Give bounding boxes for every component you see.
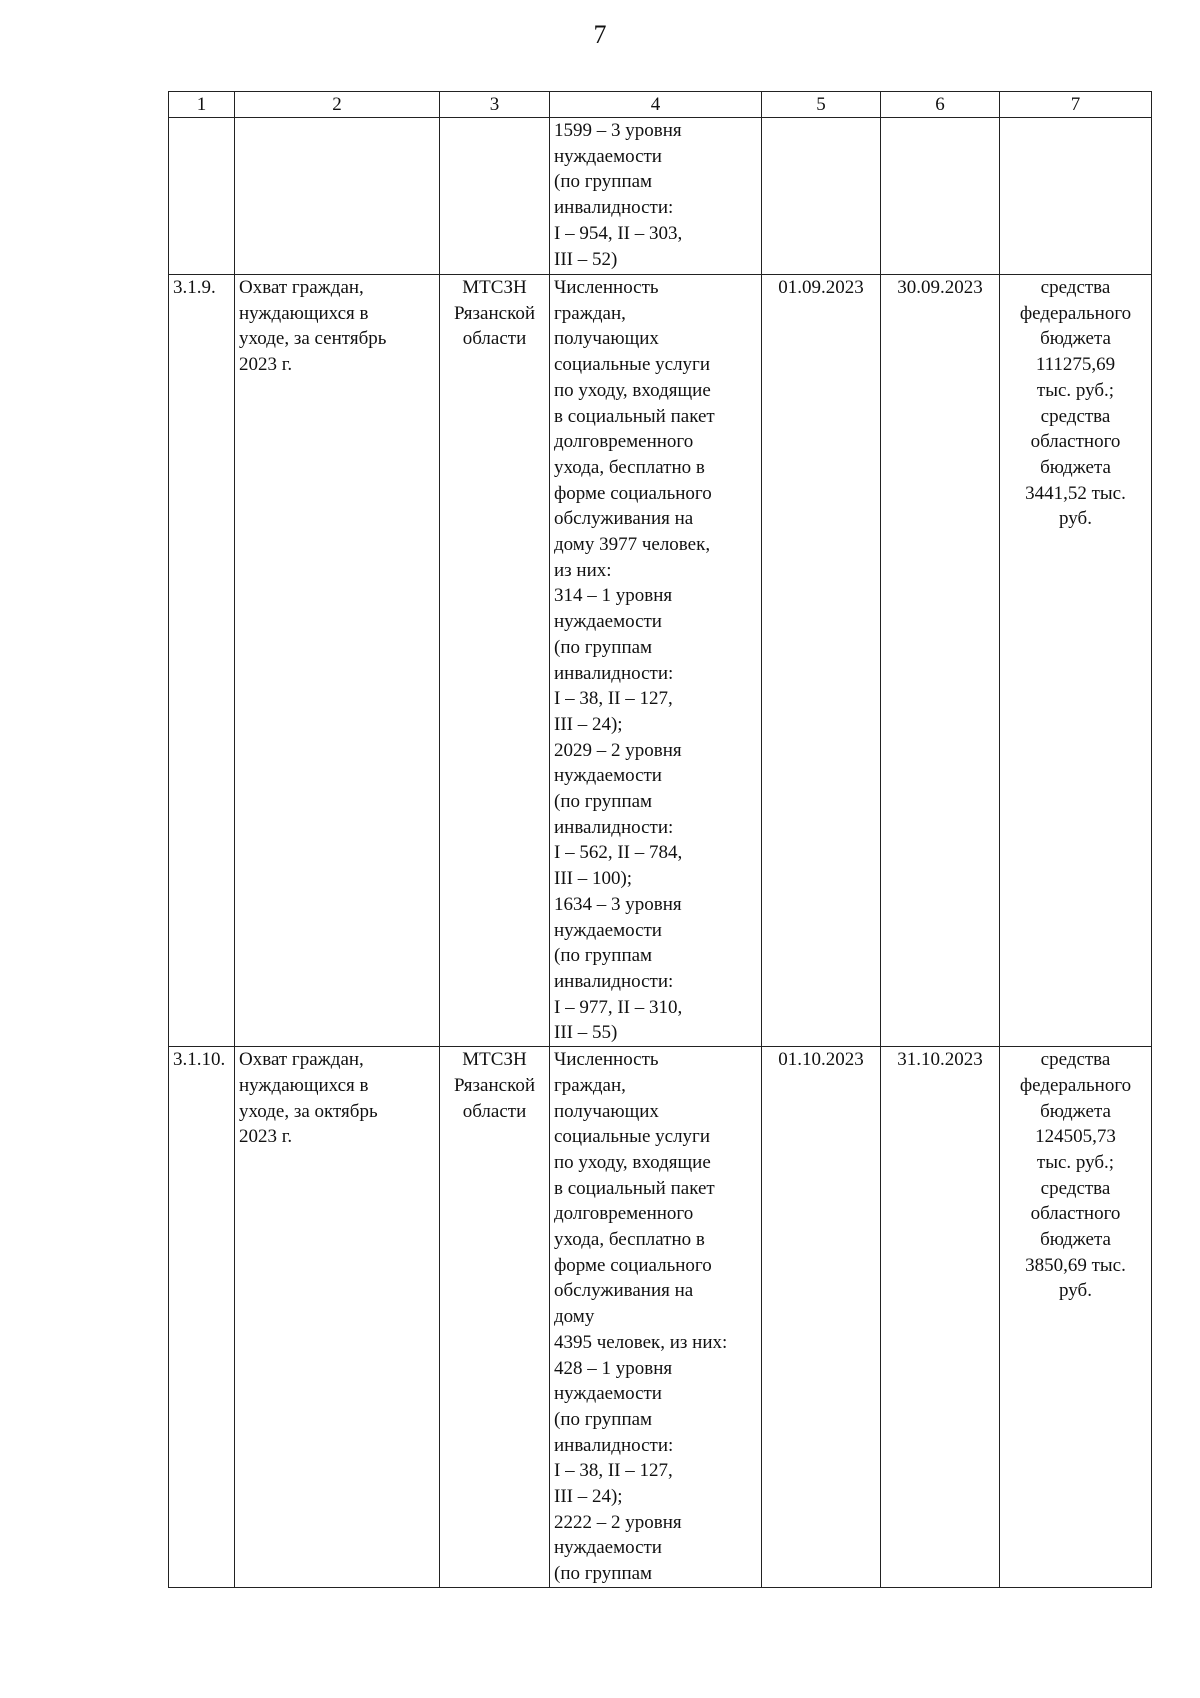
executor: МТСЗН Рязанской области (440, 1047, 550, 1588)
column-header: 7 (1000, 92, 1152, 118)
table-row (169, 275, 1152, 1047)
item-name: Охват граждан, нуждающихся в уходе, за октябрь 2023 г. (235, 1047, 440, 1588)
header-row (169, 92, 1152, 118)
funding (1000, 118, 1152, 275)
indicator: 1599 – 3 уровня нуждаемости (по группам инвалидности: I – 954, II – 303, III – 52) (550, 118, 762, 275)
indicator: Численность граждан, получающих социальные услуги по уходу, входящие в социальный пакет долговременного ухода, бесплатно в форме социального обслуживания на дому 3977 человек, из них: 314 – 1 уровня нуждаемости (по группам инвалидности: I – 38, II – 127, III – 24); 2029 – 2 уровня нуждаемости (по группам инвалидности: I – 562, II – 784, III – 100); 1634 – 3 уровня нуждаемости (по группам инвалидности: I – 977, II – 310, III – 55) (550, 275, 762, 1047)
start-date: 01.09.2023 (762, 275, 881, 1047)
column-header: 5 (762, 92, 881, 118)
table-row (169, 1047, 1152, 1588)
executor (440, 118, 550, 275)
column-header: 1 (169, 92, 235, 118)
end-date: 30.09.2023 (881, 275, 1000, 1047)
start-date: 01.10.2023 (762, 1047, 881, 1588)
column-header: 2 (235, 92, 440, 118)
end-date: 31.10.2023 (881, 1047, 1000, 1588)
item-name: Охват граждан, нуждающихся в уходе, за сентябрь 2023 г. (235, 275, 440, 1047)
item-number (169, 118, 235, 275)
funding: средства федерального бюджета 124505,73 тыс. руб.; средства областного бюджета 3850,69 тыс. руб. (1000, 1047, 1152, 1588)
funding: средства федерального бюджета 111275,69 тыс. руб.; средства областного бюджета 3441,52 тыс. руб. (1000, 275, 1152, 1047)
page-number: 7 (593, 20, 607, 49)
end-date (881, 118, 1000, 275)
item-name (235, 118, 440, 275)
executor: МТСЗН Рязанской области (440, 275, 550, 1047)
column-header: 3 (440, 92, 550, 118)
column-header: 4 (550, 92, 762, 118)
plan-table (168, 91, 1152, 1588)
item-number: 3.1.10. (169, 1047, 235, 1588)
start-date (762, 118, 881, 275)
item-number: 3.1.9. (169, 275, 235, 1047)
indicator: Численность граждан, получающих социальные услуги по уходу, входящие в социальный пакет долговременного ухода, бесплатно в форме социального обслуживания на дому 4395 человек, из них: 428 – 1 уровня нуждаемости (по группам инвалидности: I – 38, II – 127, III – 24); 2222 – 2 уровня нуждаемости (по группам (550, 1047, 762, 1588)
table-row (169, 118, 1152, 275)
column-header: 6 (881, 92, 1000, 118)
